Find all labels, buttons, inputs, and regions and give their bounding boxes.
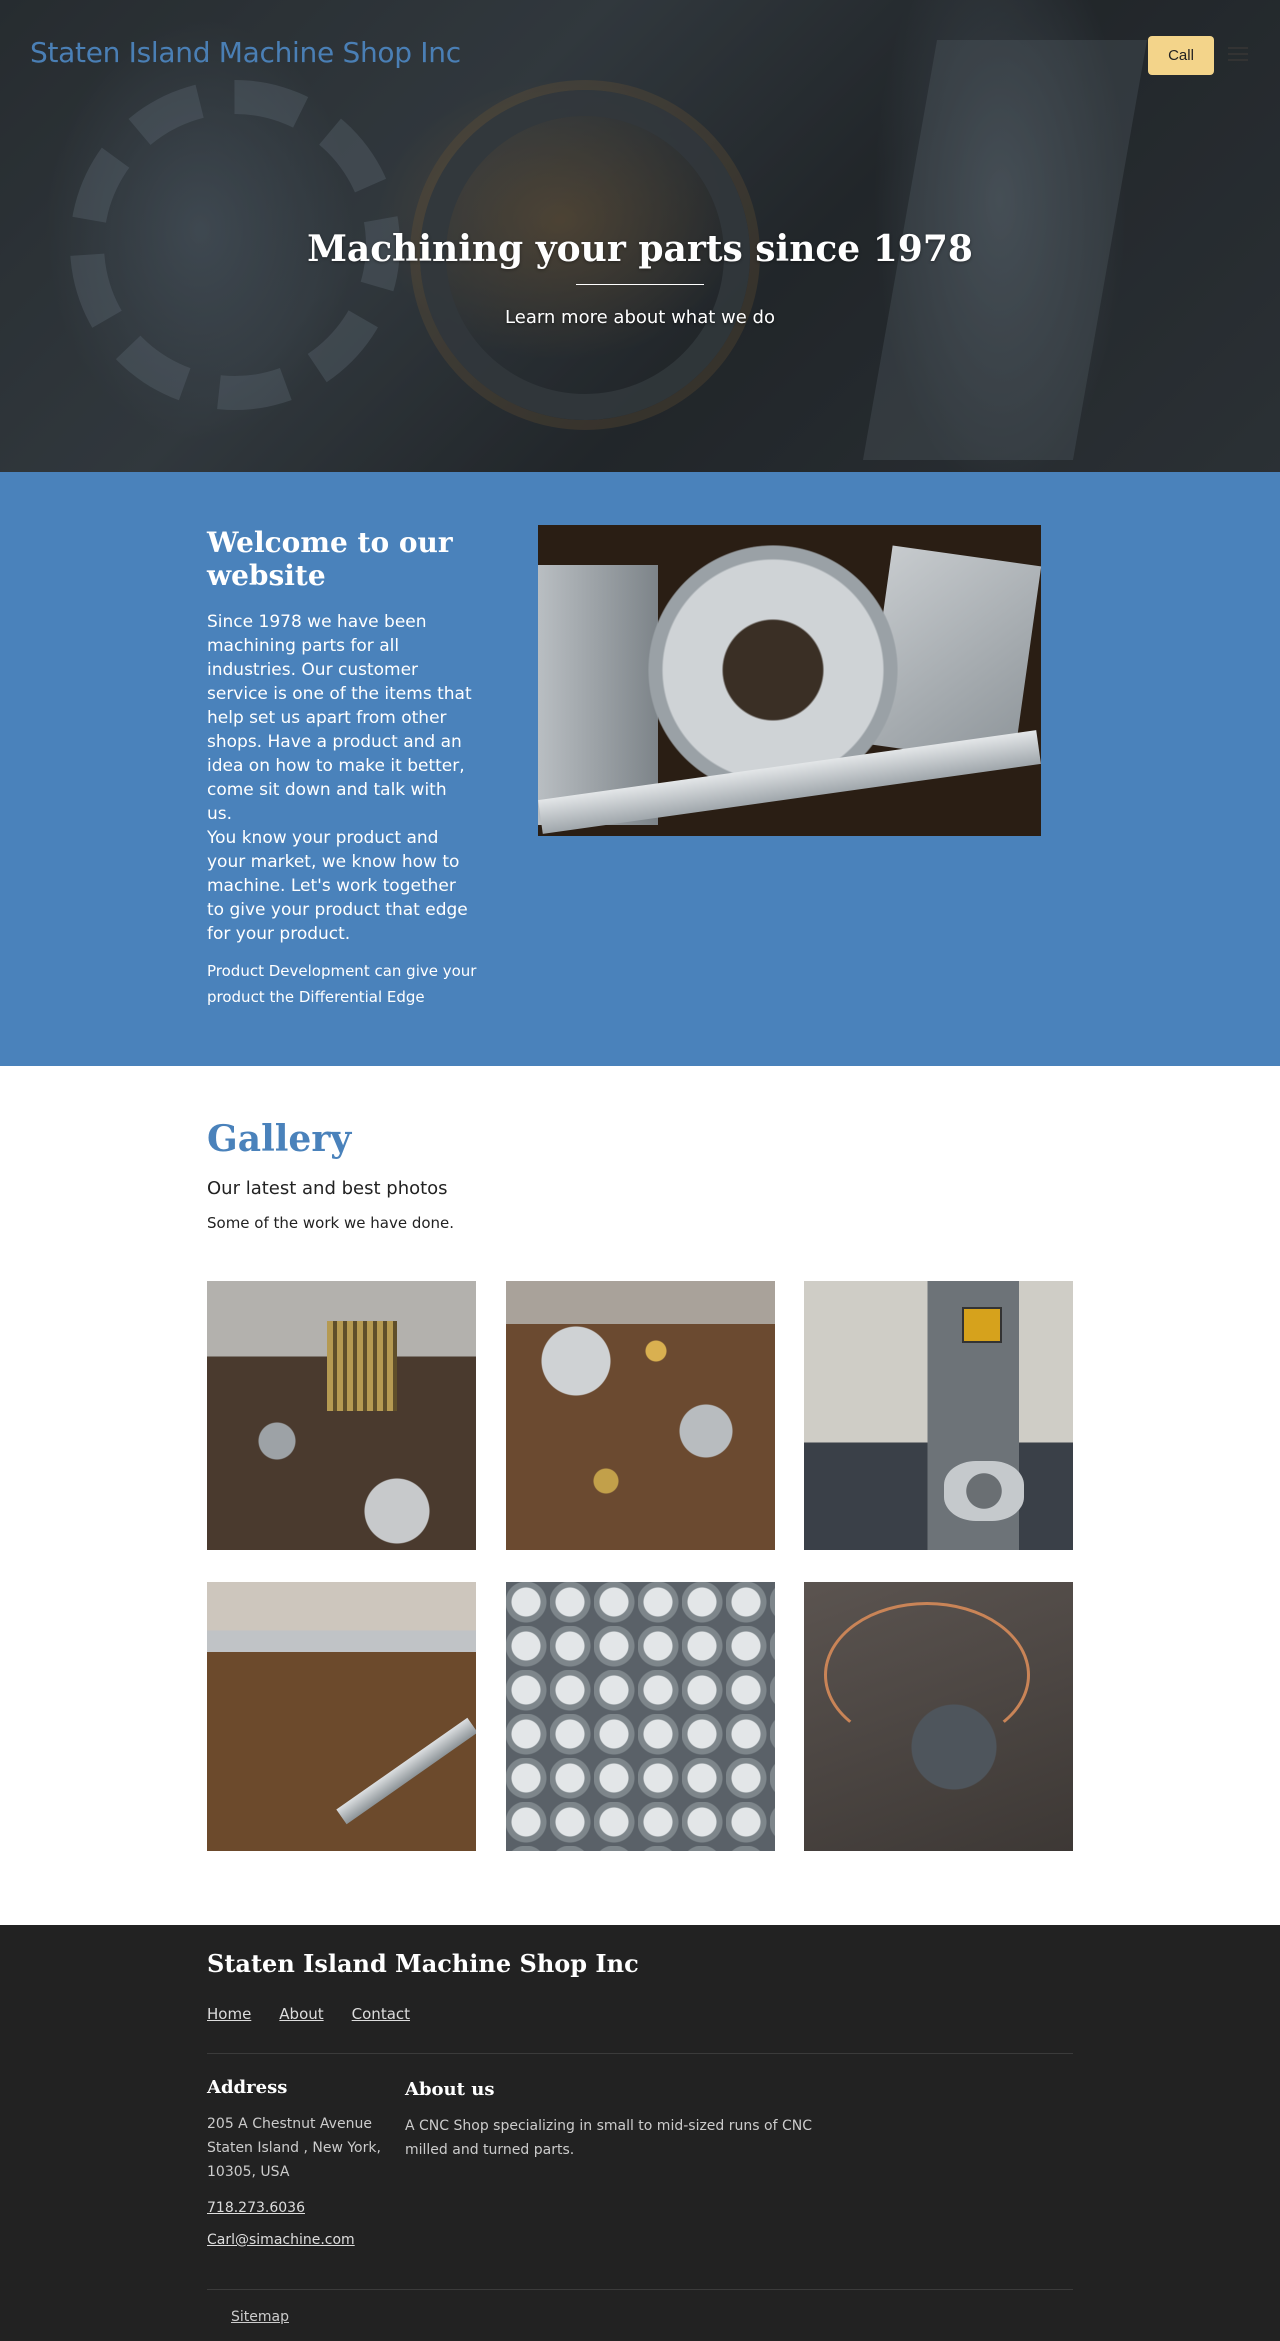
gallery-image[interactable] — [506, 1582, 775, 1851]
welcome-paragraph: Since 1978 we have been machining parts for all industries. Our customer service is one of the items that help set us apart from other shops. Have a product and an idea on how to make it better, come sit down and talk with us. — [207, 612, 472, 824]
welcome-paragraph: You know your product and your market, we know how to machine. Let's work together to give your product that edge for your product. — [207, 828, 468, 944]
gallery-subtitle: Our latest and best photos — [207, 1178, 448, 1199]
machined-part-photo — [538, 525, 1041, 836]
phone-link[interactable]: 718.273.6036 — [207, 2200, 305, 2216]
gallery-section — [0, 1066, 1280, 1925]
hero-section — [0, 0, 1280, 472]
footer-nav-home[interactable]: Home — [207, 2005, 252, 2023]
footer-nav-contact[interactable]: Contact — [351, 2005, 411, 2023]
footer-divider — [207, 2289, 1073, 2290]
hero-divider — [576, 284, 704, 285]
sitemap-link[interactable]: Sitemap — [231, 2309, 289, 2325]
hero-title: Machining your parts since 1978 — [307, 228, 973, 270]
welcome-section — [0, 472, 1280, 1066]
footer-nav — [207, 2005, 438, 2023]
about-text: A CNC Shop specializing in small to mid-sized runs of CNC milled and turned parts. — [405, 2118, 812, 2158]
hero-content — [0, 228, 1280, 328]
address-text: 205 A Chestnut Avenue Staten Island , New York, 10305, USA — [207, 2116, 381, 2180]
learn-more-link[interactable]: Learn more about what we do — [505, 307, 775, 328]
footer-nav-about[interactable]: About — [279, 2005, 324, 2023]
gallery-image[interactable] — [207, 1281, 476, 1550]
gallery-description: Some of the work we have done. — [207, 1214, 455, 1232]
gallery-image[interactable] — [804, 1281, 1073, 1550]
call-button[interactable]: Call — [1148, 36, 1214, 75]
welcome-title: Welcome to our website — [207, 526, 453, 592]
gallery-image[interactable] — [804, 1582, 1073, 1851]
welcome-text-block — [207, 526, 477, 1010]
footer-address-block — [207, 2077, 387, 2248]
footer-about-block — [405, 2079, 855, 2162]
gallery-title: Gallery — [207, 1118, 352, 1160]
welcome-note: Product Development can give your product the Differential Edge — [207, 962, 477, 1006]
gallery-image[interactable] — [207, 1582, 476, 1851]
footer — [0, 1925, 1280, 2341]
gallery-image[interactable] — [506, 1281, 775, 1550]
address-heading: Address — [207, 2077, 288, 2098]
footer-divider — [207, 2053, 1073, 2054]
footer-title: Staten Island Machine Shop Inc — [207, 1949, 639, 1978]
welcome-body — [207, 610, 477, 946]
about-heading: About us — [405, 2079, 495, 2100]
email-link[interactable]: Carl@simachine.com — [207, 2232, 355, 2248]
site-title-link[interactable]: Staten Island Machine Shop Inc — [30, 36, 461, 69]
hamburger-menu-icon[interactable] — [1228, 47, 1248, 63]
